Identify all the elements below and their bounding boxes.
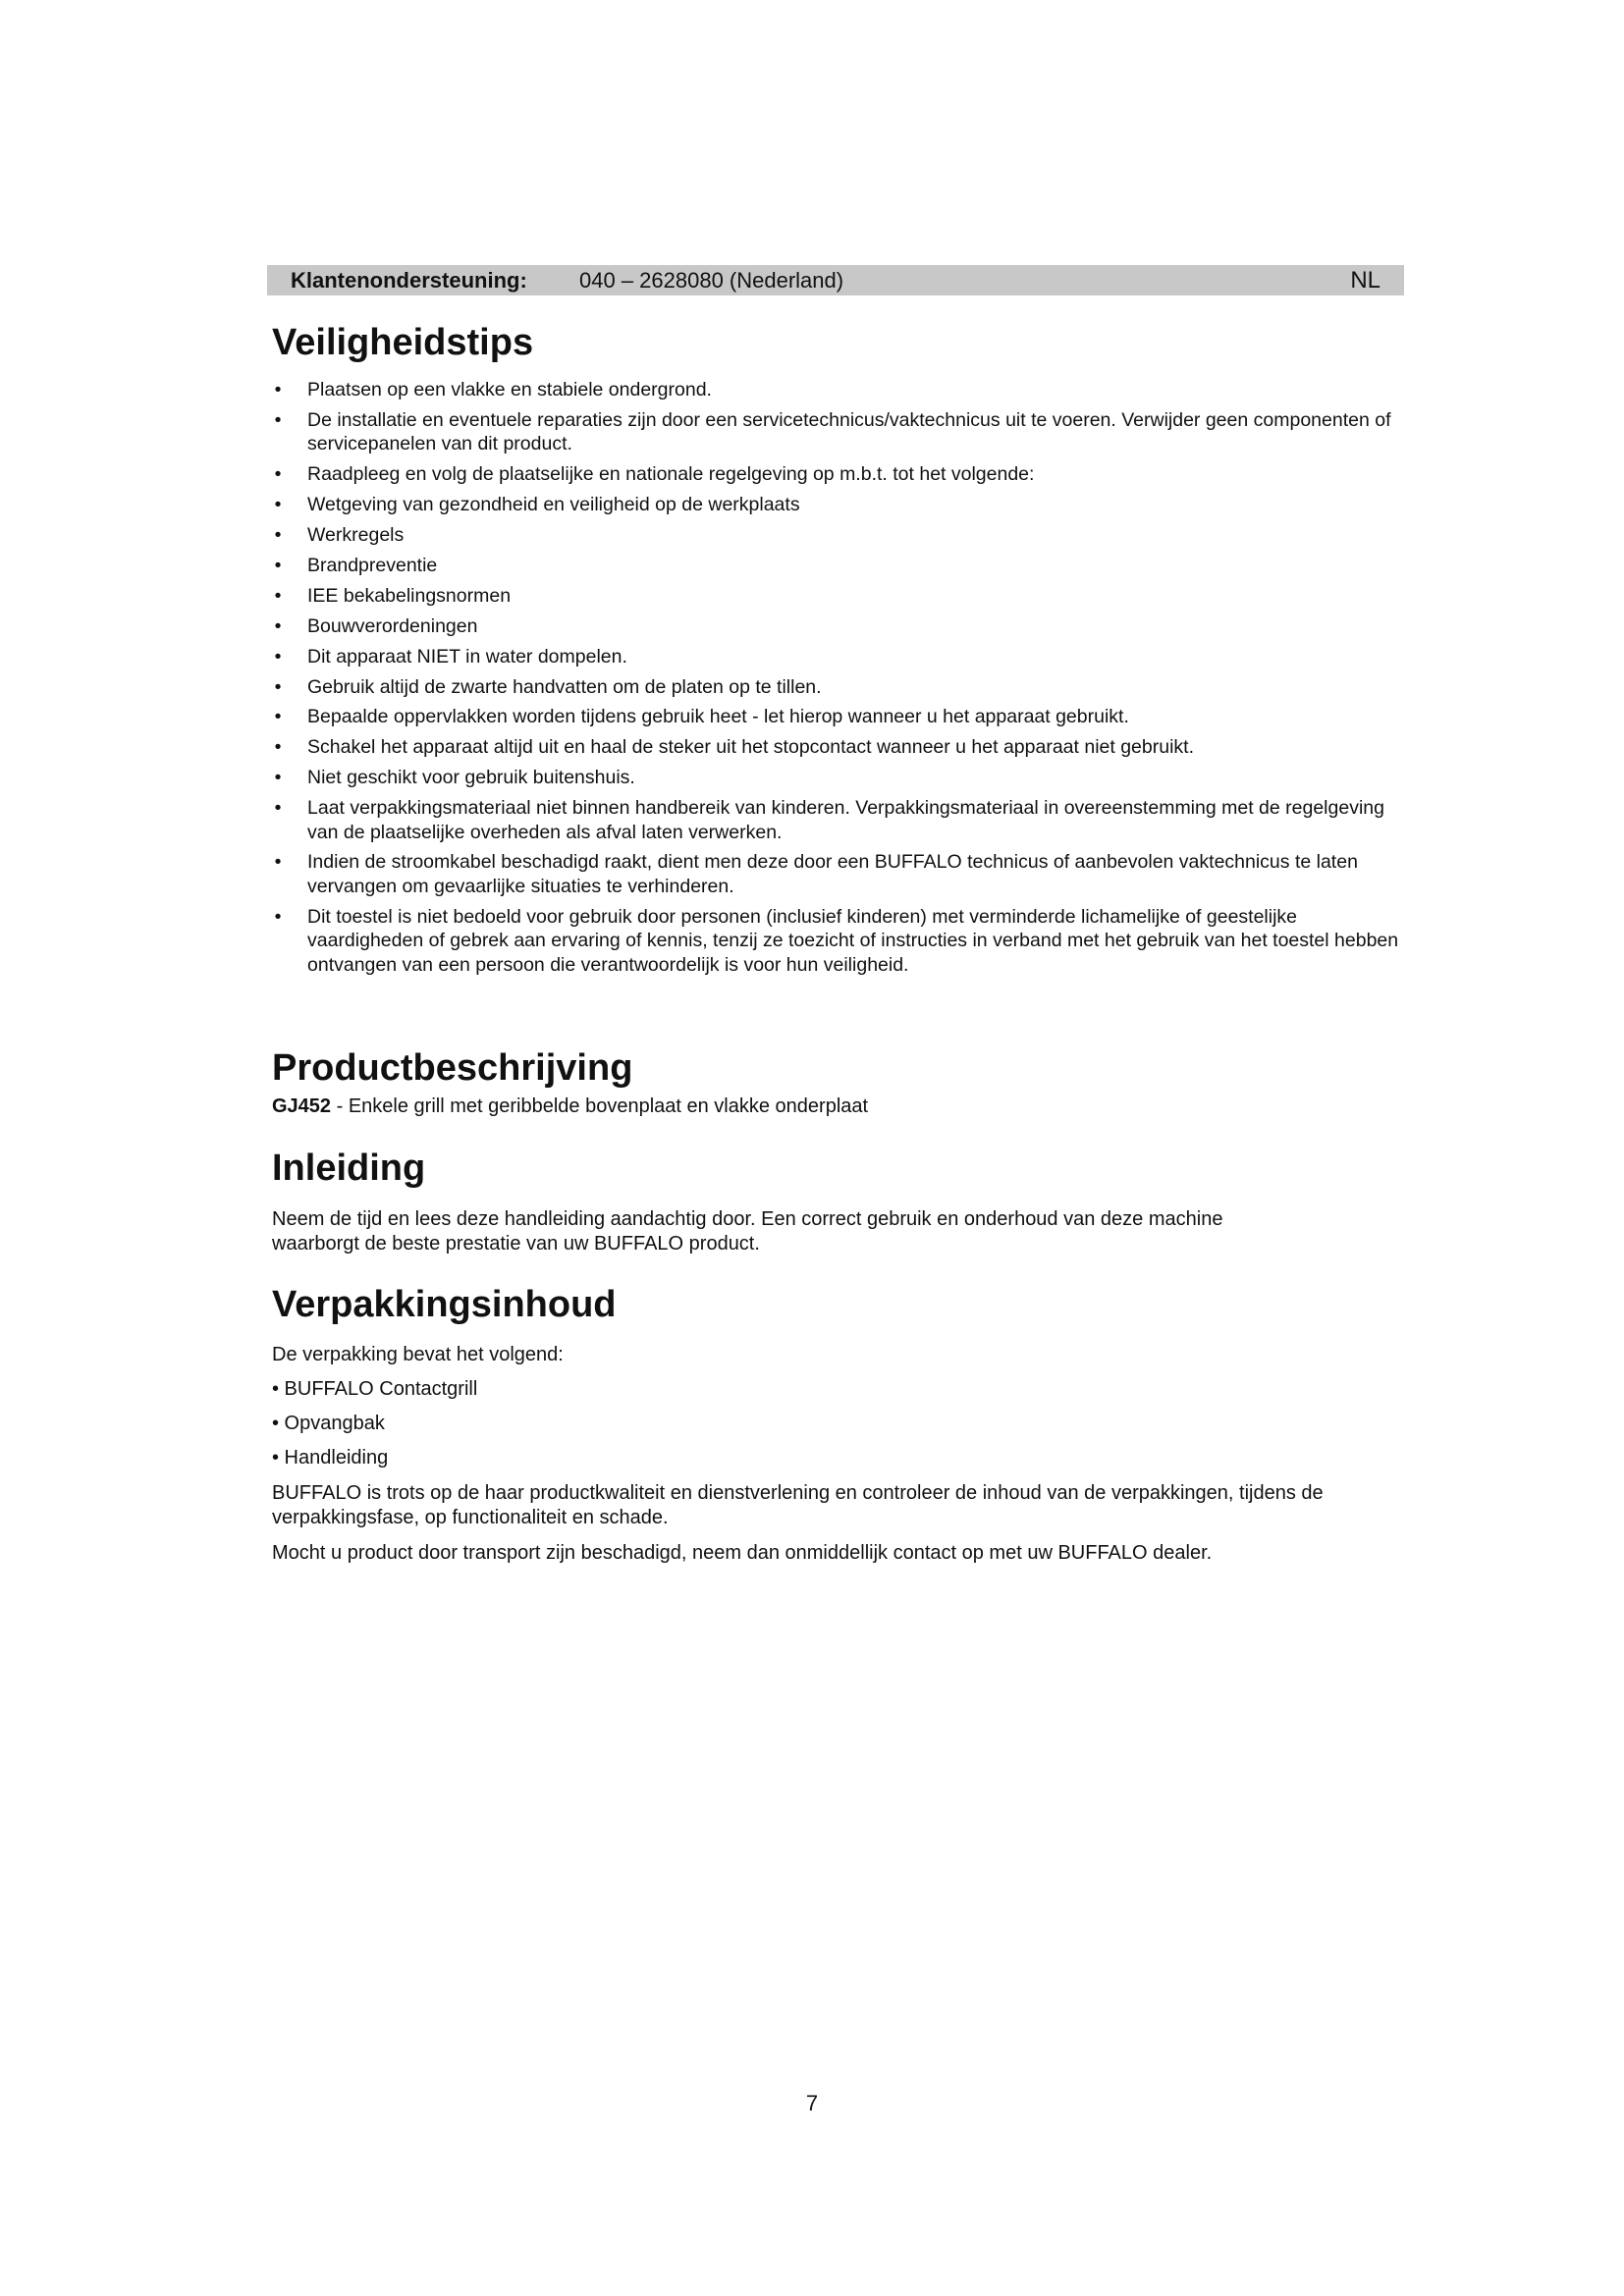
product-title: Productbeschrijving <box>272 1047 633 1089</box>
list-item: • IEE bekabelingsnormen <box>272 584 1401 609</box>
list-item: • Niet geschikt voor gebruik buitenshuis. <box>272 766 1401 790</box>
package-damage-paragraph: Mocht u product door transport zijn beschadigd, neem dan onmiddellijk contact op met uw BUFFALO dealer. <box>272 1542 1213 1564</box>
package-quality-paragraph: BUFFALO is trots op de haar productkwaliteit en dienstverlening en controleer de inhoud van de verpakkingen, tijdens de verpakkingsfase, op functionaliteit en schade. <box>272 1482 1324 1528</box>
list-item: • Indien de stroomkabel beschadigd raakt, dient men deze door een BUFFALO technicus of aanbevolen vaktechnicus te laten vervangen om gevaarlijke situaties te verhinderen. <box>272 850 1401 898</box>
product-description-text: - Enkele grill met geribbelde bovenplaat en vlakke onderplaat <box>331 1095 869 1117</box>
bullet-icon: • <box>274 494 282 516</box>
list-item: • Raadpleeg en volg de plaatselijke en nationale regelgeving op m.b.t. tot het volgende: <box>272 462 1401 487</box>
intro-paragraph: Neem de tijd en lees deze handleiding aandachtig door. Een correct gebruik en onderhoud van deze machine waarborgt de beste prestatie van uw BUFFALO product. <box>272 1208 1223 1255</box>
list-item: • Laat verpakkingsmateriaal niet binnen handbereik van kinderen. Verpakkingsmateriaal in overeenstemming met de regelgeving van de plaatselijke overheden als afval laten verwerken. <box>272 796 1401 844</box>
bullet-icon: • <box>274 554 282 576</box>
intro-title: Inleiding <box>272 1148 426 1189</box>
package-item: • Opvangbak <box>272 1413 385 1434</box>
bullet-icon: • <box>274 797 282 820</box>
list-item: • De installatie en eventuele reparaties zijn door een servicetechnicus/vaktechnicus uit te voeren. Verwijder geen componenten of servicepanelen van dit product. <box>272 408 1401 456</box>
bullet-icon: • <box>274 584 282 607</box>
customer-support-bar <box>267 265 1404 295</box>
product-code: GJ452 <box>272 1095 332 1117</box>
list-item: • Bouwverordeningen <box>272 614 1401 639</box>
bullet-icon: • <box>274 524 282 547</box>
package-title: Verpakkingsinhoud <box>272 1284 617 1325</box>
list-item: • Dit apparaat NIET in water dompelen. <box>272 645 1401 669</box>
language-code: NL <box>1350 267 1380 294</box>
list-item: • Dit toestel is niet bedoeld voor gebruik door personen (inclusief kinderen) met verminderde lichamelijke of geestelijke vaardigheden of gebrek aan ervaring of kennis, tenzij ze toezicht of instructies in verband met het gebruik van het toestel hebben ontvangen van een persoon die verantwoordelijk is voor hun veiligheid. <box>272 905 1401 978</box>
support-phone: 040 – 2628080 (Nederland) <box>579 268 844 293</box>
bullet-icon: • <box>274 851 282 874</box>
bullet-icon: • <box>274 463 282 486</box>
bullet-icon: • <box>274 767 282 789</box>
package-item: • BUFFALO Contactgrill <box>272 1378 478 1400</box>
support-label: Klantenondersteuning: <box>291 268 527 293</box>
bullet-icon: • <box>274 736 282 759</box>
list-item: • Werkregels <box>272 523 1401 548</box>
safety-title: Veiligheidstips <box>272 322 534 363</box>
bullet-icon: • <box>274 645 282 667</box>
bullet-icon: • <box>274 905 282 928</box>
bullet-icon: • <box>274 706 282 728</box>
bullet-icon: • <box>274 408 282 431</box>
list-item: • Wetgeving van gezondheid en veiligheid op de werkplaats <box>272 493 1401 517</box>
bullet-icon: • <box>274 379 282 400</box>
list-item: • Schakel het apparaat altijd uit en haal de steker uit het stopcontact wanneer u het apparaat niet gebruikt. <box>272 735 1401 760</box>
package-intro: De verpakking bevat het volgend: <box>272 1344 564 1365</box>
list-item: • Bepaalde oppervlakken worden tijdens gebruik heet - let hierop wanneer u het apparaat gebruikt. <box>272 705 1401 729</box>
safety-list <box>272 378 1401 984</box>
product-description <box>272 1095 868 1119</box>
page-number: 7 <box>805 2091 819 2115</box>
list-item: • Gebruik altijd de zwarte handvatten om de platen op te tillen. <box>272 675 1401 700</box>
list-item: • Plaatsen op een vlakke en stabiele ondergrond. <box>272 378 1401 402</box>
bullet-icon: • <box>274 614 282 637</box>
bullet-icon: • <box>274 675 282 698</box>
list-item: • Brandpreventie <box>272 554 1401 578</box>
package-item: • Handleiding <box>272 1447 389 1468</box>
